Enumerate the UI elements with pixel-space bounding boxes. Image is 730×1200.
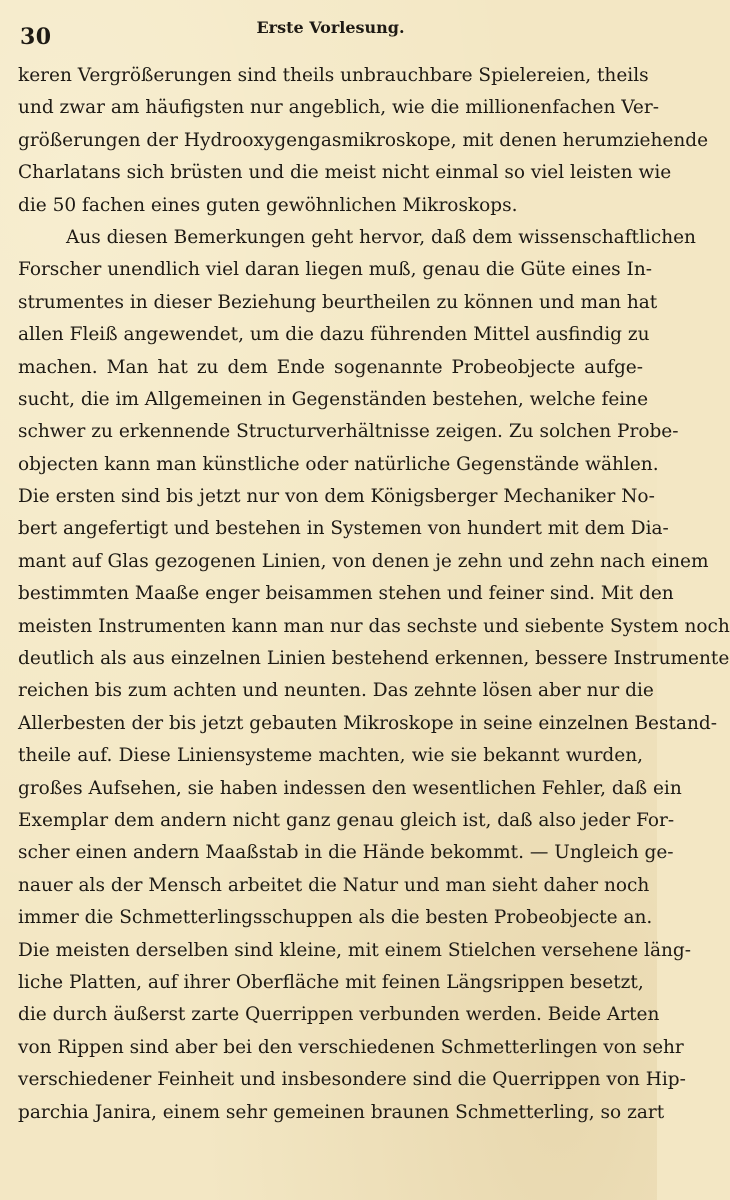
text-line: die 50 fachen eines guten gewöhnlichen Mikroskops.	[18, 194, 518, 216]
text-line: machen. Man hat zu dem Ende sogenannte Probeobjecte aufge-	[18, 356, 643, 378]
text-line: und zwar am häufigsten nur angeblich, wie die millionenfachen Ver-	[18, 97, 659, 119]
text-line: bert angefertigt und bestehen in Systemen von hundert mit dem Dia-	[18, 518, 669, 540]
text-line: objecten kann man künstliche oder natürliche Gegenstände wählen.	[18, 453, 659, 475]
text-line: bestimmten Maaße enger beisammen stehen und feiner sind. Mit den	[18, 583, 674, 605]
text-line: immer die Schmetterlingsschuppen als die besten Probeobjecte an.	[18, 907, 653, 929]
text-line: Charlatans sich brüsten und die meist nicht einmal so viel leisten wie	[18, 162, 672, 184]
text-line: nauer als der Mensch arbeitet die Natur und man sieht daher noch	[18, 874, 650, 896]
text-line: sucht, die im Allgemeinen in Gegenständen bestehen, welche feine	[18, 388, 649, 410]
text-line: von Rippen sind aber bei den verschiedenen Schmetterlingen von sehr	[18, 1036, 684, 1058]
text-line: schwer zu erkennende Structurverhältnisse zeigen. Zu solchen Probe-	[18, 421, 679, 443]
text-line: strumentes in dieser Beziehung beurtheilen zu können und man hat	[18, 291, 658, 313]
text-line: Die meisten derselben sind kleine, mit einem Stielchen versehene läng-	[18, 939, 691, 961]
text-line: parchia Janira, einem sehr gemeinen braunen Schmetterling, so zart	[18, 1101, 665, 1123]
page-header	[18, 14, 643, 54]
text-line: die durch äußerst zarte Querrippen verbunden werden. Beide Arten	[18, 1004, 660, 1026]
text-line: großes Aufsehen, sie haben indessen den wesentlichen Fehler, daß ein	[18, 777, 682, 799]
text-line: meisten Instrumenten kann man nur das sechste und siebente System noch	[18, 615, 730, 637]
text-line: größerungen der Hydrooxygengasmikroskope, mit denen herumziehende	[18, 129, 709, 151]
text-line: reichen bis zum achten und neunten. Das zehnte lösen aber nur die	[18, 680, 654, 702]
text-line: deutlich als aus einzelnen Linien bestehend erkennen, bessere Instrumente	[18, 648, 730, 670]
text-line: Die ersten sind bis jetzt nur von dem Königsberger Mechaniker No-	[18, 486, 655, 508]
text-line: Allerbesten der bis jetzt gebauten Mikroskope in seine einzelnen Bestand-	[18, 712, 717, 734]
text-line: keren Vergrößerungen sind theils unbrauchbare Spielereien, theils	[18, 65, 649, 86]
text-line: theile auf. Diese Liniensysteme machten, wie sie bekannt wurden,	[18, 745, 643, 767]
running-head: Erste Vorlesung.	[256, 18, 405, 37]
text-line: Exemplar dem andern nicht ganz genau gleich ist, daß also jeder For-	[18, 809, 675, 831]
page-number: 30	[20, 24, 52, 50]
text-line: Forscher unendlich viel daran liegen muß, genau die Güte eines In-	[18, 259, 653, 281]
text-line: allen Fleiß angewendet, um die dazu führenden Mittel ausfindig zu	[18, 324, 650, 346]
text-line: scher einen andern Maaßstab in die Hände bekommt. — Ungleich ge-	[18, 842, 674, 864]
text-line: liche Platten, auf ihrer Oberfläche mit feinen Längsrippen besetzt,	[18, 971, 644, 993]
text-line: mant auf Glas gezogenen Linien, von denen je zehn und zehn nach einem	[18, 550, 709, 572]
body-text	[18, 60, 730, 1129]
text-line: verschiedener Feinheit und insbesondere sind die Querrippen von Hip-	[18, 1069, 686, 1091]
text-line: Aus diesen Bemerkungen geht hervor, daß dem wissenschaftlichen	[66, 226, 696, 248]
